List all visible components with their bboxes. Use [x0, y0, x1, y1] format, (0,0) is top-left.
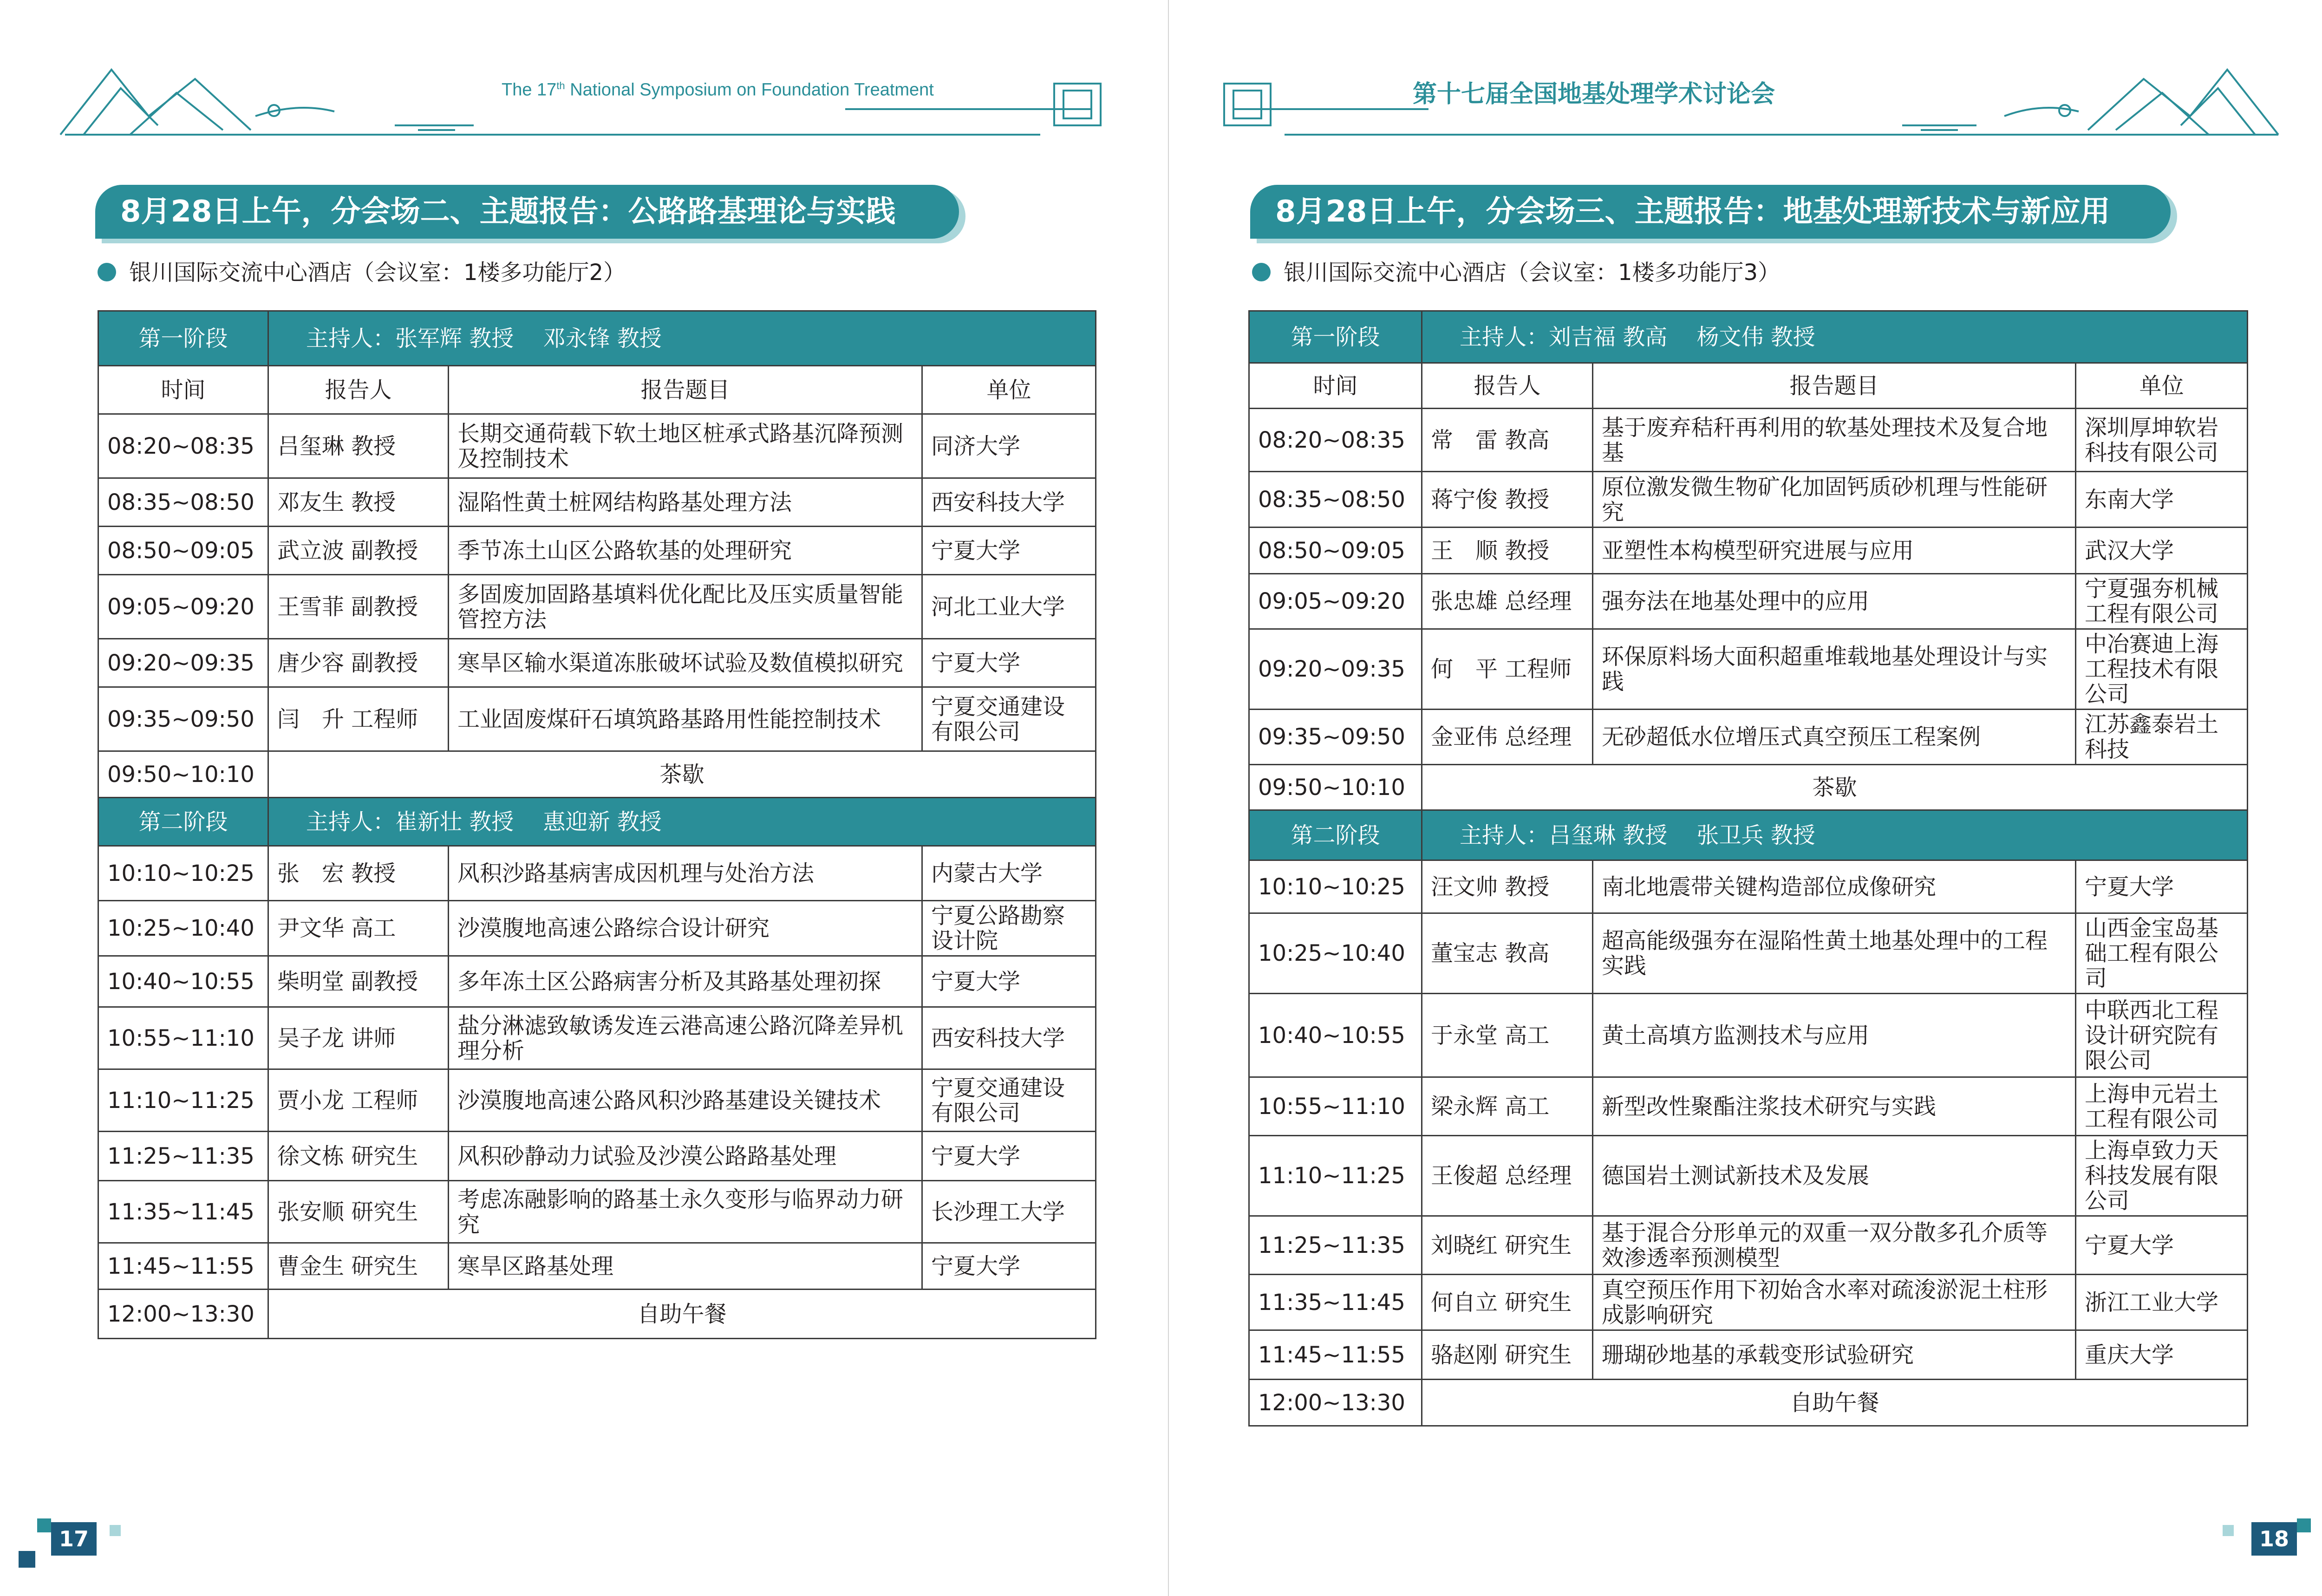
time-cell: 09:50~10:10: [98, 751, 268, 798]
table-row: [1249, 528, 2248, 574]
pixel-decoration-icon: [37, 1518, 51, 1532]
phase-header-row: [1249, 311, 2248, 363]
speaker-cell: 何 平 工程师: [1422, 629, 1593, 710]
time-cell: 11:45~11:55: [98, 1243, 268, 1290]
unit-cell: 江苏鑫泰岩土科技: [2076, 710, 2248, 765]
title-cell: 工业固废煤矸石填筑路基路用性能控制技术: [449, 687, 922, 751]
column-header: 报告题目: [449, 366, 922, 414]
title-cell: 风积沙路基病害成因机理与处治方法: [449, 846, 922, 901]
speaker-cell: 何自立 研究生: [1422, 1275, 1593, 1330]
break-row: [98, 751, 1096, 798]
title-cell: 德国岩土测试新技术及发展: [1593, 1136, 2076, 1216]
title-cell: 黄土高填方监测技术与应用: [1593, 994, 2076, 1077]
time-cell: 10:55~11:10: [98, 1007, 268, 1069]
speaker-cell: 张 宏 教授: [268, 846, 449, 901]
title-cell: 南北地震带关键构造部位成像研究: [1593, 860, 2076, 913]
unit-cell: 宁夏大学: [922, 639, 1096, 687]
unit-cell: 宁夏大学: [922, 1132, 1096, 1181]
page-number: 17: [51, 1522, 97, 1556]
time-cell: 11:25~11:35: [1249, 1216, 1422, 1275]
speaker-cell: 汪文帅 教授: [1422, 860, 1593, 913]
lunch-label: 自助午餐: [268, 1290, 1096, 1339]
unit-cell: 西安科技大学: [922, 478, 1096, 527]
time-cell: 10:40~10:55: [1249, 994, 1422, 1077]
phase-header-row: [98, 798, 1096, 846]
phase-header-row: [1249, 810, 2248, 860]
unit-cell: 深圳厚坤软岩科技有限公司: [2076, 409, 2248, 472]
speaker-cell: 于永堂 高工: [1422, 994, 1593, 1077]
title-cell: 基于混合分形单元的双重一双分散多孔介质等效渗透率预测模型: [1593, 1216, 2076, 1275]
pixel-decoration-icon: [2297, 1518, 2311, 1532]
unit-cell: 上海卓致力天科技发展有限公司: [2076, 1136, 2248, 1216]
title-cell: 多年冻土区公路病害分析及其路基处理初探: [449, 956, 922, 1007]
time-cell: 10:10~10:25: [98, 846, 268, 901]
lunch-row: [98, 1290, 1096, 1339]
unit-cell: 宁夏大学: [2076, 860, 2248, 913]
time-cell: 10:25~10:40: [98, 901, 268, 956]
title-cell: 真空预压作用下初始含水率对疏浚淤泥土柱形成影响研究: [1593, 1275, 2076, 1330]
title-cell: 盐分淋滤致敏诱发连云港高速公路沉降差异机理分析: [449, 1007, 922, 1069]
title-cell: 新型改性聚酯注浆技术研究与实践: [1593, 1077, 2076, 1136]
table-row: [1249, 710, 2248, 765]
table-row: [98, 1069, 1096, 1132]
venue-line: 银川国际交流中心酒店（会议室：1楼多功能厅2）: [98, 254, 626, 287]
unit-cell: 同济大学: [922, 414, 1096, 478]
phase-host: 主持人：吕玺琳 教授 张卫兵 教授: [1422, 810, 2248, 860]
title-cell: 长期交通荷载下软土地区桩承式路基沉降预测及控制技术: [449, 414, 922, 478]
bullet-dot-icon: [98, 263, 116, 281]
time-cell: 08:20~08:35: [1249, 409, 1422, 472]
speaker-cell: 金亚伟 总经理: [1422, 710, 1593, 765]
phase-label: 第一阶段: [1249, 311, 1422, 363]
speaker-cell: 董宝志 教高: [1422, 913, 1593, 994]
phase-host: 主持人：崔新壮 教授 惠迎新 教授: [268, 798, 1096, 846]
speaker-cell: 闫 升 工程师: [268, 687, 449, 751]
column-header: 单位: [922, 366, 1096, 414]
session-banner: 8月28日上午，分会场三、主题报告：地基处理新技术与新应用: [1250, 185, 2171, 239]
phase-label: 第二阶段: [1249, 810, 1422, 860]
header-chinese-title: 第十七届全国地基处理学术讨论会: [1413, 80, 1775, 108]
title-cell: 风积砂静动力试验及沙漠公路路基处理: [449, 1132, 922, 1181]
time-cell: 11:10~11:25: [98, 1069, 268, 1132]
speaker-cell: 吴子龙 讲师: [268, 1007, 449, 1069]
title-cell: 亚塑性本构模型研究进展与应用: [1593, 528, 2076, 574]
header-english-title: The 17th National Symposium on Foundation Treatment: [502, 80, 934, 100]
title-cell: 寒旱区输水渠道冻胀破坏试验及数值模拟研究: [449, 639, 922, 687]
break-label: 茶歇: [1422, 765, 2248, 810]
title-cell: 寒旱区路基处理: [449, 1243, 922, 1290]
speaker-cell: 柴明堂 副教授: [268, 956, 449, 1007]
time-cell: 09:05~09:20: [98, 575, 268, 639]
time-cell: 10:10~10:25: [1249, 860, 1422, 913]
table-row: [98, 527, 1096, 575]
table-row: [1249, 860, 2248, 913]
break-label: 茶歇: [268, 751, 1096, 798]
unit-cell: 内蒙古大学: [922, 846, 1096, 901]
speaker-cell: 武立波 副教授: [268, 527, 449, 575]
table-row: [98, 687, 1096, 751]
time-cell: 09:35~09:50: [98, 687, 268, 751]
schedule-table: [98, 310, 1096, 1339]
title-cell: 沙漠腹地高速公路风积沙路基建设关键技术: [449, 1069, 922, 1132]
title-cell: 原位激发微生物矿化加固钙质砂机理与性能研究: [1593, 472, 2076, 528]
unit-cell: 浙江工业大学: [2076, 1275, 2248, 1330]
table-row: [98, 414, 1096, 478]
table-row: [98, 1007, 1096, 1069]
time-cell: 10:55~11:10: [1249, 1077, 1422, 1136]
pixel-decoration-icon: [110, 1525, 121, 1536]
table-row: [98, 478, 1096, 527]
speaker-cell: 曹金生 研究生: [268, 1243, 449, 1290]
time-cell: 10:40~10:55: [98, 956, 268, 1007]
speaker-cell: 尹文华 高工: [268, 901, 449, 956]
phase-host: 主持人：张军辉 教授 邓永锋 教授: [268, 311, 1096, 366]
column-header: 报告人: [268, 366, 449, 414]
table-row: [98, 639, 1096, 687]
time-cell: 09:05~09:20: [1249, 574, 1422, 629]
page-number: 18: [2251, 1522, 2297, 1556]
table-row: [1249, 1330, 2248, 1380]
unit-cell: 山西金宝岛基础工程有限公司: [2076, 913, 2248, 994]
unit-cell: 中联西北工程设计研究院有限公司: [2076, 994, 2248, 1077]
speaker-cell: 徐文栋 研究生: [268, 1132, 449, 1181]
unit-cell: 武汉大学: [2076, 528, 2248, 574]
time-cell: 09:35~09:50: [1249, 710, 1422, 765]
phase-label: 第一阶段: [98, 311, 268, 366]
time-cell: 12:00~13:30: [98, 1290, 268, 1339]
unit-cell: 宁夏大学: [922, 1243, 1096, 1290]
title-cell: 无砂超低水位增压式真空预压工程案例: [1593, 710, 2076, 765]
table-row: [98, 901, 1096, 956]
session-banner: 8月28日上午，分会场二、主题报告：公路路基理论与实践: [95, 185, 959, 239]
phase-header-row: [98, 311, 1096, 366]
speaker-cell: 刘晓红 研究生: [1422, 1216, 1593, 1275]
time-cell: 11:45~11:55: [1249, 1330, 1422, 1380]
column-header: 时间: [98, 366, 268, 414]
table-row: [1249, 913, 2248, 994]
unit-cell: 宁夏大学: [922, 527, 1096, 575]
speaker-cell: 邓友生 教授: [268, 478, 449, 527]
time-cell: 11:35~11:45: [98, 1181, 268, 1243]
unit-cell: 宁夏公路勘察设计院: [922, 901, 1096, 956]
lunch-label: 自助午餐: [1422, 1380, 2248, 1426]
pixel-decoration-icon: [2223, 1525, 2234, 1536]
time-cell: 09:20~09:35: [1249, 629, 1422, 710]
title-cell: 基于废弃秸秆再利用的软基处理技术及复合地基: [1593, 409, 2076, 472]
title-cell: 湿陷性黄土桩网结构路基处理方法: [449, 478, 922, 527]
speaker-cell: 张忠雄 总经理: [1422, 574, 1593, 629]
unit-cell: 宁夏交通建设有限公司: [922, 687, 1096, 751]
title-cell: 珊瑚砂地基的承载变形试验研究: [1593, 1330, 2076, 1380]
unit-cell: 宁夏强夯机械工程有限公司: [2076, 574, 2248, 629]
schedule-table: [1248, 310, 2248, 1427]
time-cell: 09:20~09:35: [98, 639, 268, 687]
title-cell: 季节冻土山区公路软基的处理研究: [449, 527, 922, 575]
table-row: [1249, 994, 2248, 1077]
table-row: [98, 846, 1096, 901]
time-cell: 08:50~09:05: [98, 527, 268, 575]
time-cell: 11:35~11:45: [1249, 1275, 1422, 1330]
table-row: [1249, 1275, 2248, 1330]
unit-cell: 宁夏大学: [922, 956, 1096, 1007]
title-cell: 考虑冻融影响的路基土永久变形与临界动力研究: [449, 1181, 922, 1243]
column-header: 报告题目: [1593, 363, 2076, 409]
title-cell: 沙漠腹地高速公路综合设计研究: [449, 901, 922, 956]
time-cell: 12:00~13:30: [1249, 1380, 1422, 1426]
time-cell: 08:35~08:50: [98, 478, 268, 527]
table-row: [98, 1181, 1096, 1243]
table-row: [98, 1243, 1096, 1290]
speaker-cell: 蒋宁俊 教授: [1422, 472, 1593, 528]
time-cell: 08:50~09:05: [1249, 528, 1422, 574]
column-header: 单位: [2076, 363, 2248, 409]
phase-label: 第二阶段: [98, 798, 268, 846]
right-page: [1168, 0, 2322, 1596]
unit-cell: 上海申元岩土工程有限公司: [2076, 1077, 2248, 1136]
table-row: [1249, 629, 2248, 710]
table-row: [1249, 1136, 2248, 1216]
table-row: [98, 575, 1096, 639]
title-cell: 多固废加固路基填料优化配比及压实质量智能管控方法: [449, 575, 922, 639]
speaker-cell: 常 雷 教高: [1422, 409, 1593, 472]
speaker-cell: 王俊超 总经理: [1422, 1136, 1593, 1216]
table-row: [98, 1132, 1096, 1181]
column-header-row: [98, 366, 1096, 414]
time-cell: 08:35~08:50: [1249, 472, 1422, 528]
speaker-cell: 梁永辉 高工: [1422, 1077, 1593, 1136]
speaker-cell: 王雪菲 副教授: [268, 575, 449, 639]
title-cell: 环保原料场大面积超重堆载地基处理设计与实践: [1593, 629, 2076, 710]
time-cell: 08:20~08:35: [98, 414, 268, 478]
table-row: [1249, 472, 2248, 528]
time-cell: 10:25~10:40: [1249, 913, 1422, 994]
phase-host: 主持人：刘吉福 教高 杨文伟 教授: [1422, 311, 2248, 363]
time-cell: 09:50~10:10: [1249, 765, 1422, 810]
column-header-row: [1249, 363, 2248, 409]
table-row: [98, 956, 1096, 1007]
speaker-cell: 骆赵刚 研究生: [1422, 1330, 1593, 1380]
speaker-cell: 唐少容 副教授: [268, 639, 449, 687]
speaker-cell: 吕玺琳 教授: [268, 414, 449, 478]
table-row: [1249, 1077, 2248, 1136]
unit-cell: 东南大学: [2076, 472, 2248, 528]
column-header: 报告人: [1422, 363, 1593, 409]
table-row: [1249, 1216, 2248, 1275]
unit-cell: 中冶赛迪上海工程技术有限公司: [2076, 629, 2248, 710]
speaker-cell: 贾小龙 工程师: [268, 1069, 449, 1132]
unit-cell: 重庆大学: [2076, 1330, 2248, 1380]
table-row: [1249, 409, 2248, 472]
unit-cell: 长沙理工大学: [922, 1181, 1096, 1243]
speaker-cell: 王 顺 教授: [1422, 528, 1593, 574]
time-cell: 11:10~11:25: [1249, 1136, 1422, 1216]
speaker-cell: 张安顺 研究生: [268, 1181, 449, 1243]
title-cell: 强夯法在地基处理中的应用: [1593, 574, 2076, 629]
pixel-decoration-icon: [19, 1551, 35, 1568]
lunch-row: [1249, 1380, 2248, 1426]
unit-cell: 河北工业大学: [922, 575, 1096, 639]
bullet-dot-icon: [1252, 263, 1271, 281]
unit-cell: 西安科技大学: [922, 1007, 1096, 1069]
time-cell: 11:25~11:35: [98, 1132, 268, 1181]
break-row: [1249, 765, 2248, 810]
unit-cell: 宁夏大学: [2076, 1216, 2248, 1275]
title-cell: 超高能级强夯在湿陷性黄土地基处理中的工程实践: [1593, 913, 2076, 994]
column-header: 时间: [1249, 363, 1422, 409]
table-row: [1249, 574, 2248, 629]
venue-line: 银川国际交流中心酒店（会议室：1楼多功能厅3）: [1252, 254, 1780, 287]
unit-cell: 宁夏交通建设有限公司: [922, 1069, 1096, 1132]
